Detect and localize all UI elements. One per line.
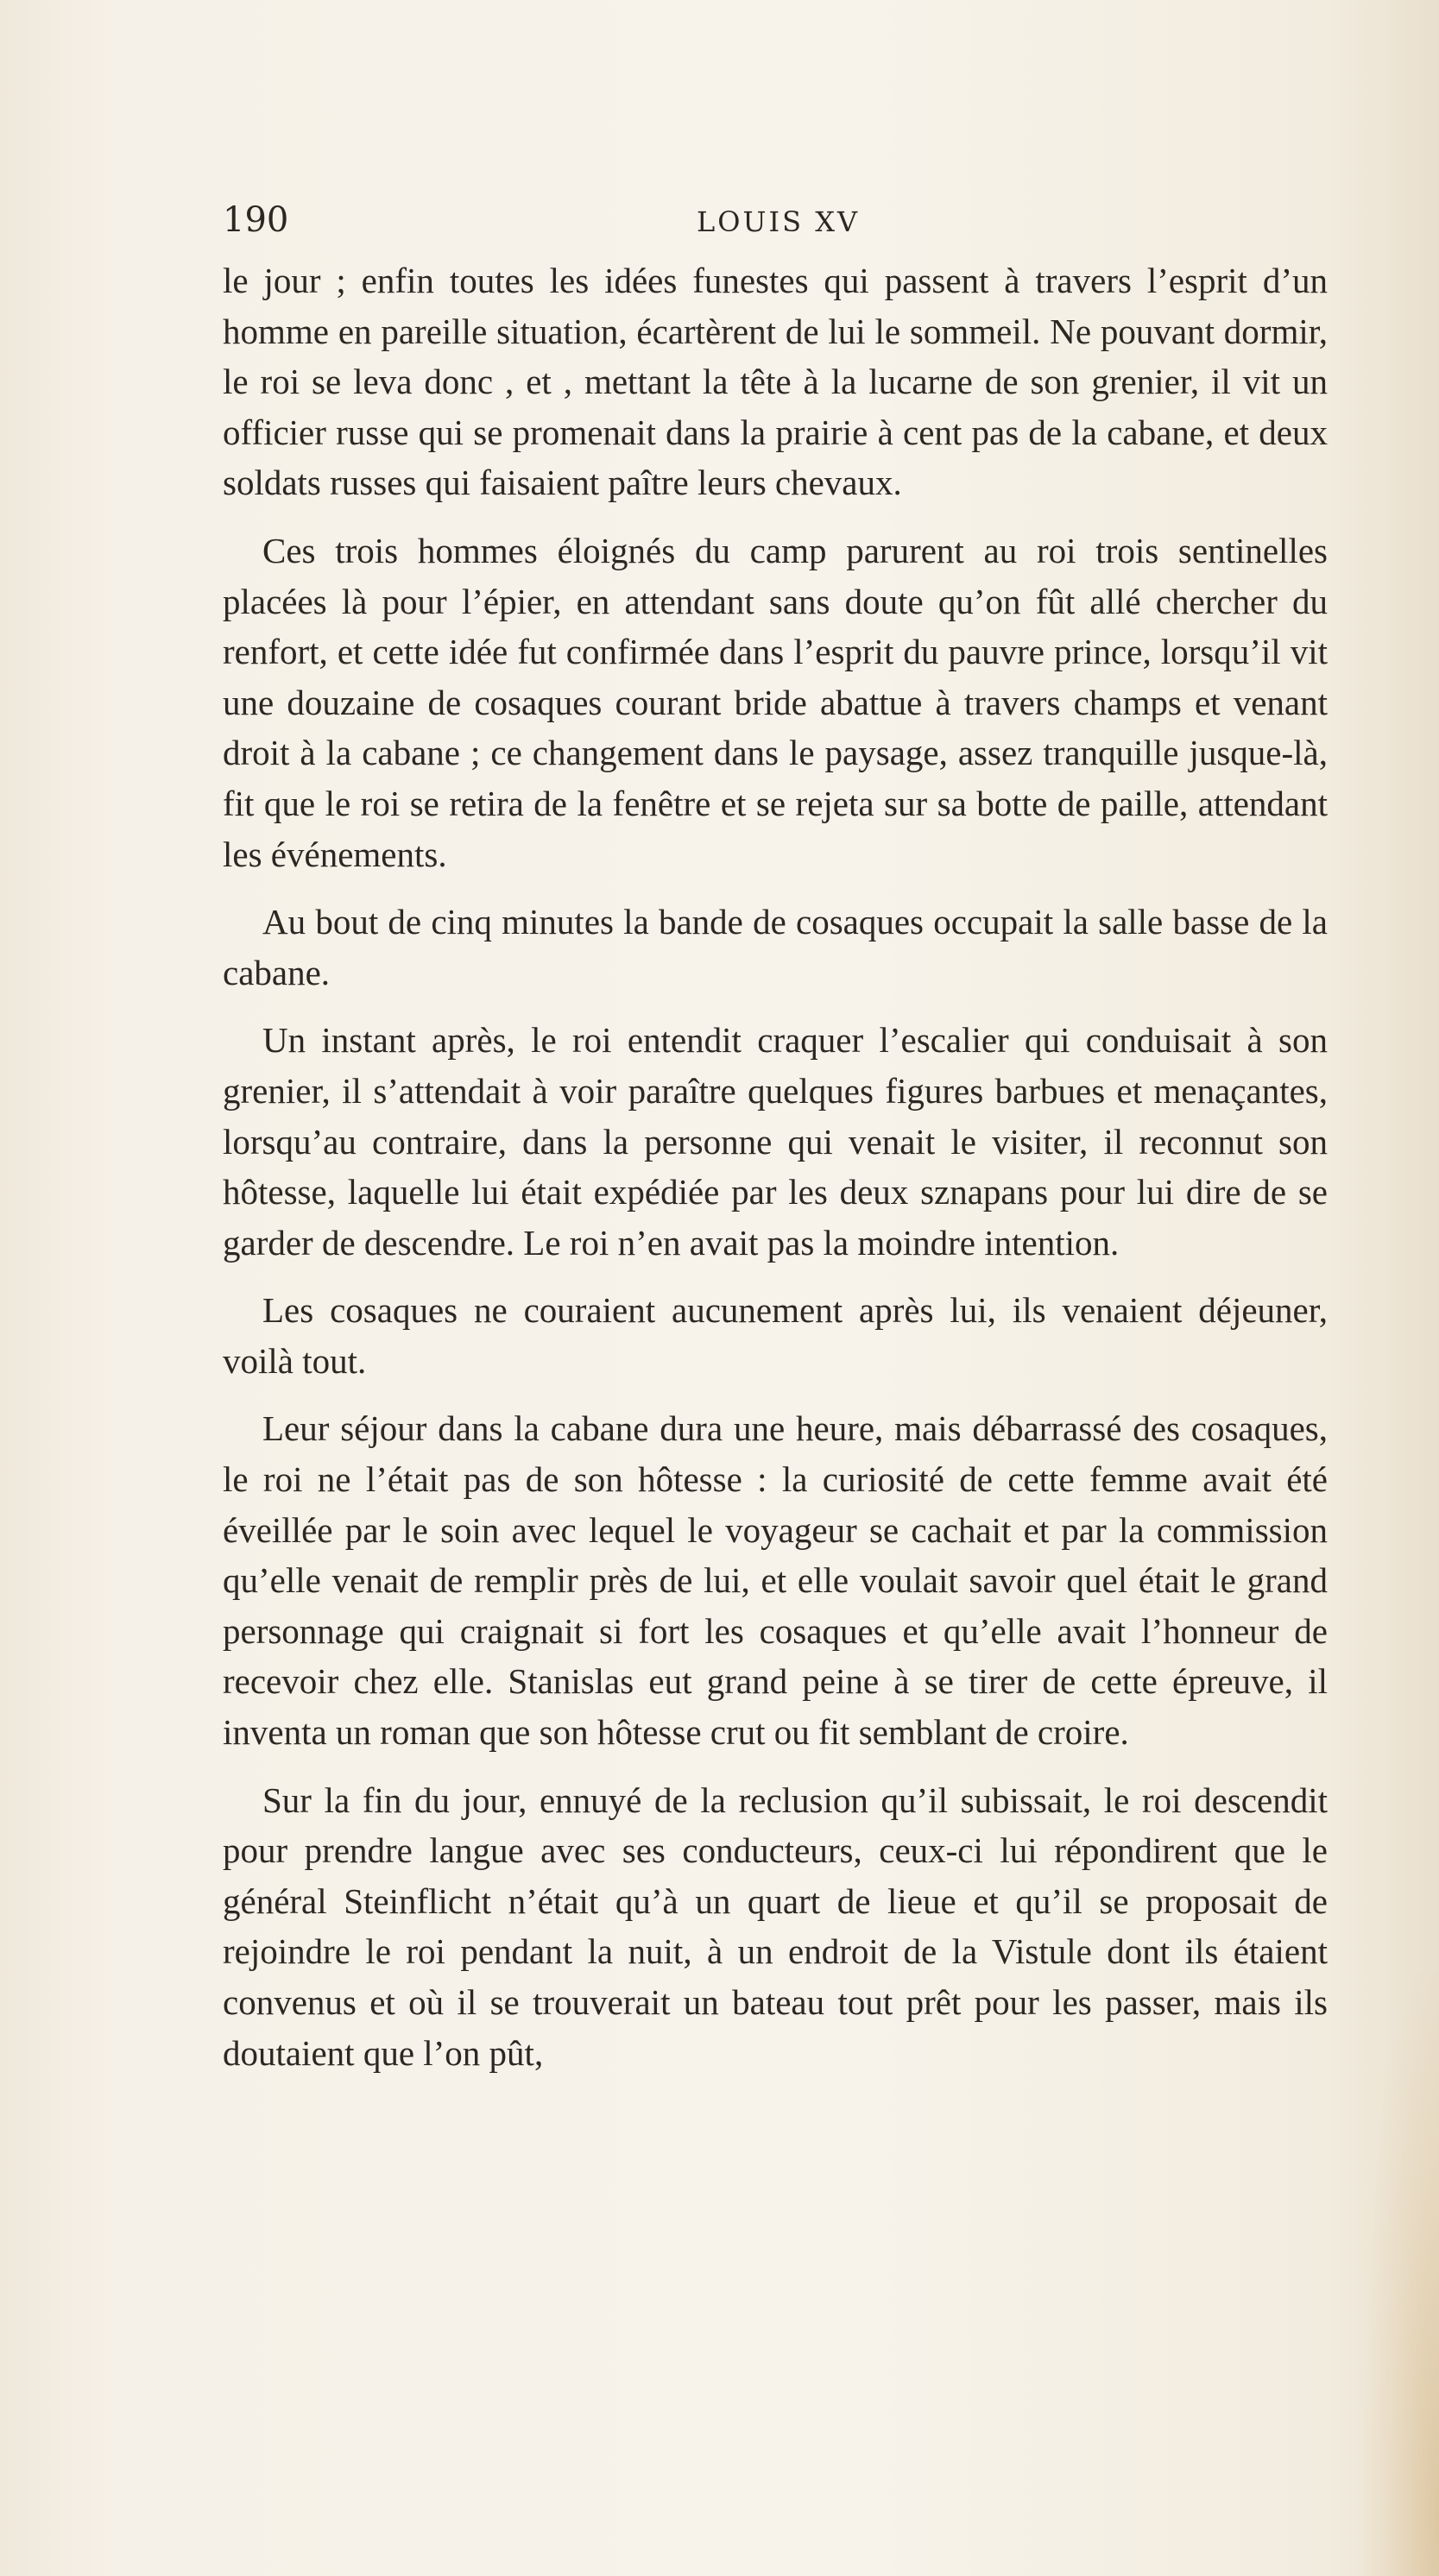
running-title: LOUIS XV bbox=[697, 205, 861, 238]
paragraph: Ces trois hommes éloignés du camp parurent au roi trois sentinelles placées là pour l’épier, en attendant sans doute qu’on fût allé chercher du renfort, et cette idée fut confirmée dans l’esprit du pauvre prince, lorsqu’il vit une douzaine de cosaques courant bride abattue à travers champs et venant droit à la cabane ; ce changement dans le paysage, assez tranquille jusque-là, fit que le roi se retira de la fenêtre et se rejeta sur sa botte de paille, attendant les événements. bbox=[223, 530, 1328, 874]
paragraph: le jour ; enfin toutes les idées funestes qui passent à travers l’esprit d’un homme en pareille situation, écartèrent de lui le sommeil. Ne pouvant dormir, le roi se leva donc , et , mettant la tête à la lucarne de son grenier, il vit un officier russe qui se promenait dans la prairie à cent pas de la cabane, et deux soldats russes qui faisaient paître leurs chevaux. bbox=[223, 261, 1328, 503]
paragraph: Leur séjour dans la cabane dura une heure, mais débarrassé des cosaques, le roi ne l’était pas de son hôtesse : la curiosité de cette femme avait été éveillée par le soin avec lequel le voyageur se cachait et par la commission qu’elle venait de remplir près de lui, et elle voulait savoir quel était le grand personnage qui craignait si fort les cosaques et qu’elle avait l’honneur de recevoir chez elle. Stanislas eut grand peine à se tirer de cette épreuve, il inventa un roman que son hôtesse crut ou fit semblant de croire. bbox=[223, 1408, 1328, 1753]
paragraph: Au bout de cinq minutes la bande de cosaques occupait la salle basse de la cabane. bbox=[223, 902, 1328, 992]
page-header bbox=[223, 200, 1328, 252]
body-text bbox=[223, 255, 1328, 2095]
paragraph: Les cosaques ne couraient aucunement après lui, ils venaient déjeuner, voilà tout. bbox=[223, 1290, 1328, 1381]
page-number: 190 bbox=[223, 200, 289, 240]
paragraph: Sur la fin du jour, ennuyé de la reclusion qu’il subissait, le roi descendit pour prendre langue avec ses conducteurs, ceux-ci lui répondirent que le général Steinflicht n’était qu’à un quart de lieue et qu’il se proposait de rejoindre le roi pendant la nuit, à un endroit de la Vistule dont ils étaient convenus et où il se trouverait un bateau tout prêt pour les passer, mais ils doutaient que l’on pût, bbox=[223, 1779, 1328, 2073]
paper-stain bbox=[1361, 1972, 1439, 2576]
paragraph: Un instant après, le roi entendit craquer l’escalier qui conduisait à son grenier, il s’attendait à voir paraître quelques figures barbues et menaçantes, lorsqu’au contraire, dans la personne qui venait le visiter, il reconnut son hôtesse, laquelle lui était expédiée par les deux sznapans pour lui dire de se garder de descendre. Le roi n’en avait pas la moindre intention. bbox=[223, 1020, 1328, 1263]
